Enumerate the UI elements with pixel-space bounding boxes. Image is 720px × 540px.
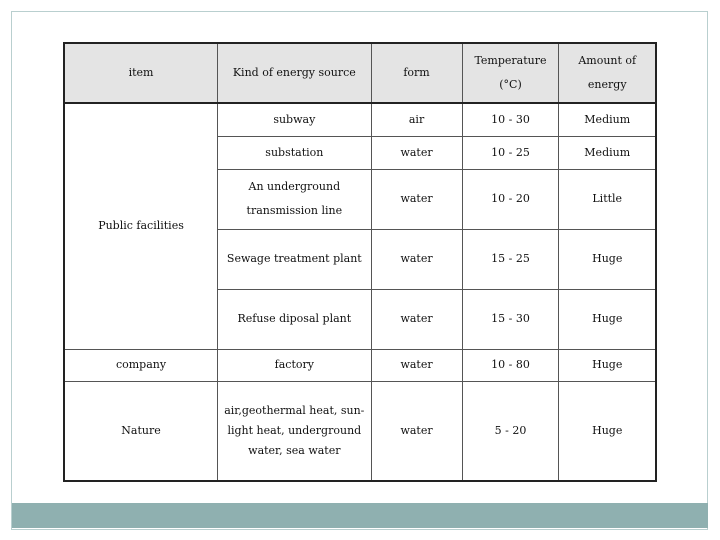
amount-cell: Little (559, 169, 656, 229)
item-cell: company (64, 349, 218, 381)
header-energy-source: Kind of energy source (218, 43, 372, 103)
table-row (64, 349, 656, 381)
temperature-cell: 15 - 30 (462, 289, 559, 349)
footer-bar (12, 503, 708, 528)
source-cell: factory (218, 349, 372, 381)
source-cell: substation (218, 136, 372, 169)
item-cell: Public facilities (64, 103, 218, 349)
source-cell: An underground transmission line (218, 169, 372, 229)
source-cell: Refuse diposal plant (218, 289, 372, 349)
table-row (64, 103, 656, 136)
amount-cell: Huge (559, 349, 656, 381)
source-cell: air,geothermal heat, sun-light heat, underground water, sea water (218, 381, 372, 481)
table-header-row (64, 43, 656, 103)
temperature-cell: 10 - 20 (462, 169, 559, 229)
energy-source-table (63, 42, 657, 482)
header-amount: Amount of energy (559, 43, 656, 103)
item-cell: Nature (64, 381, 218, 481)
temperature-cell: 10 - 80 (462, 349, 559, 381)
form-cell: water (371, 381, 462, 481)
temperature-cell: 10 - 25 (462, 136, 559, 169)
amount-cell: Medium (559, 136, 656, 169)
temperature-cell: 15 - 25 (462, 229, 559, 289)
source-cell: subway (218, 103, 372, 136)
amount-cell: Huge (559, 289, 656, 349)
form-cell: water (371, 229, 462, 289)
header-item: item (64, 43, 218, 103)
amount-cell: Huge (559, 229, 656, 289)
table-row (64, 381, 656, 481)
form-cell: water (371, 289, 462, 349)
form-cell: water (371, 136, 462, 169)
temperature-cell: 10 - 30 (462, 103, 559, 136)
temperature-cell: 5 - 20 (462, 381, 559, 481)
form-cell: air (371, 103, 462, 136)
header-temperature: Temperature (°C) (462, 43, 559, 103)
header-form: form (371, 43, 462, 103)
source-cell: Sewage treatment plant (218, 229, 372, 289)
form-cell: water (371, 349, 462, 381)
form-cell: water (371, 169, 462, 229)
amount-cell: Huge (559, 381, 656, 481)
amount-cell: Medium (559, 103, 656, 136)
